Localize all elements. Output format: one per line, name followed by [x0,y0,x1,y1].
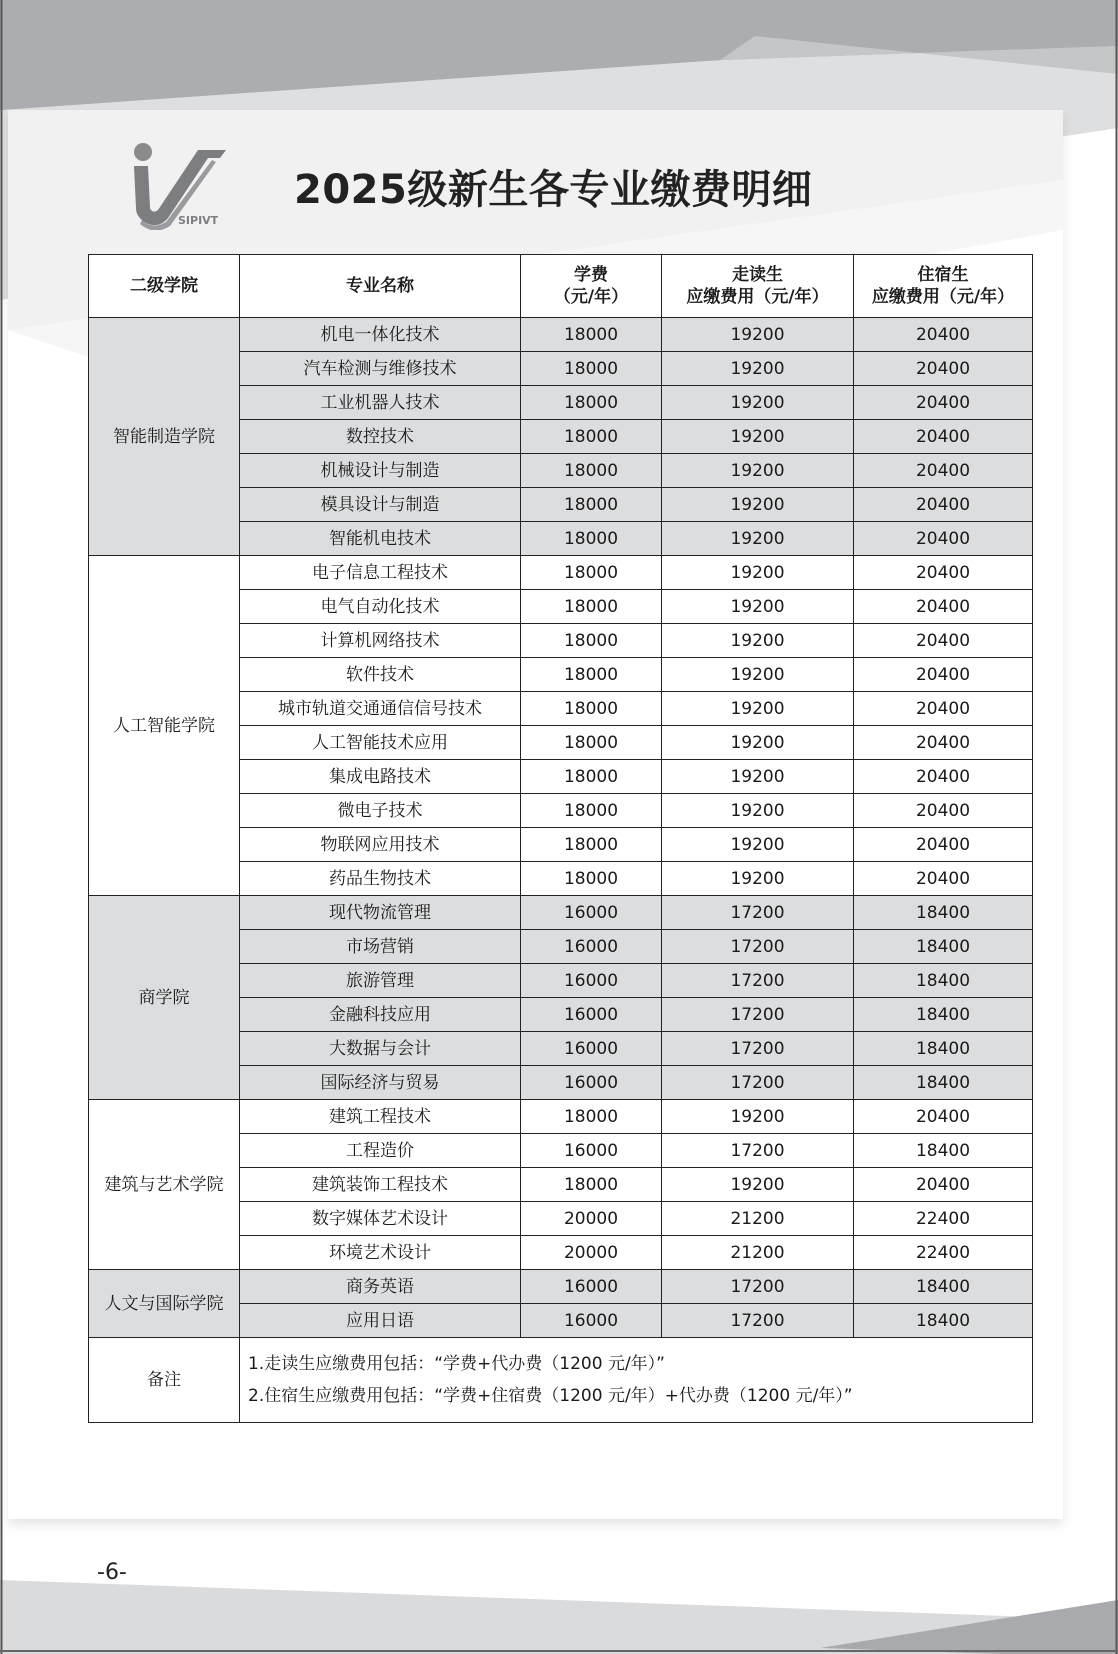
tuition-cell: 18000 [521,658,662,692]
boarding-fee-cell: 22400 [854,1202,1033,1236]
major-cell: 计算机网络技术 [240,624,521,658]
day-student-fee-cell: 19200 [662,352,854,386]
dept-cell: 建筑与艺术学院 [89,1100,240,1270]
tuition-cell: 16000 [521,896,662,930]
day-student-fee-cell: 17200 [662,964,854,998]
header-tuition: 学费 （元/年） [521,255,662,318]
tuition-cell: 18000 [521,488,662,522]
tuition-cell: 18000 [521,386,662,420]
boarding-fee-cell: 20400 [854,828,1033,862]
header-dept: 二级学院 [89,255,240,318]
major-cell: 市场营销 [240,930,521,964]
major-cell: 软件技术 [240,658,521,692]
boarding-fee-cell: 20400 [854,318,1033,352]
tuition-cell: 16000 [521,1066,662,1100]
boarding-fee-cell: 18400 [854,1134,1033,1168]
major-cell: 现代物流管理 [240,896,521,930]
boarding-fee-cell: 22400 [854,1236,1033,1270]
tuition-cell: 16000 [521,1304,662,1338]
day-student-fee-cell: 19200 [662,862,854,896]
day-student-fee-cell: 19200 [662,420,854,454]
tuition-cell: 18000 [521,692,662,726]
dept-cell: 智能制造学院 [89,318,240,556]
day-student-fee-cell: 19200 [662,828,854,862]
svg-text:SIPIVT: SIPIVT [178,214,219,227]
day-student-fee-cell: 19200 [662,794,854,828]
table-row [89,1270,1033,1304]
dept-cell: 人文与国际学院 [89,1270,240,1338]
day-student-fee-cell: 19200 [662,1168,854,1202]
day-student-fee-cell: 17200 [662,1134,854,1168]
day-student-fee-cell: 19200 [662,658,854,692]
boarding-fee-cell: 20400 [854,658,1033,692]
dept-cell: 商学院 [89,896,240,1100]
major-cell: 数字媒体艺术设计 [240,1202,521,1236]
boarding-fee-cell: 20400 [854,454,1033,488]
major-cell: 环境艺术设计 [240,1236,521,1270]
tuition-cell: 18000 [521,794,662,828]
tuition-cell: 18000 [521,828,662,862]
major-cell: 物联网应用技术 [240,828,521,862]
boarding-fee-cell: 20400 [854,1100,1033,1134]
tuition-cell: 18000 [521,420,662,454]
tuition-cell: 18000 [521,556,662,590]
day-student-fee-cell: 17200 [662,1032,854,1066]
page-title: 2025级新生各专业缴费明细 [294,167,813,213]
day-student-fee-cell: 19200 [662,318,854,352]
day-student-fee-cell: 19200 [662,692,854,726]
day-student-fee-cell: 19200 [662,556,854,590]
boarding-fee-cell: 20400 [854,420,1033,454]
major-cell: 城市轨道交通通信信号技术 [240,692,521,726]
major-cell: 旅游管理 [240,964,521,998]
boarding-fee-cell: 20400 [854,590,1033,624]
boarding-fee-cell: 20400 [854,760,1033,794]
major-cell: 应用日语 [240,1304,521,1338]
day-student-fee-cell: 17200 [662,1304,854,1338]
tuition-cell: 18000 [521,318,662,352]
note-line: 2.住宿生应缴费用包括：“学费+住宿费（1200 元/年）+代办费（1200 元/年）” [248,1386,853,1406]
day-student-fee-cell: 19200 [662,522,854,556]
tuition-cell: 18000 [521,624,662,658]
tuition-cell: 18000 [521,522,662,556]
tuition-cell: 16000 [521,1270,662,1304]
tuition-cell: 18000 [521,352,662,386]
day-student-fee-cell: 19200 [662,760,854,794]
boarding-fee-cell: 20400 [854,624,1033,658]
tuition-cell: 18000 [521,454,662,488]
boarding-fee-cell: 18400 [854,1270,1033,1304]
major-cell: 建筑工程技术 [240,1100,521,1134]
major-cell: 工程造价 [240,1134,521,1168]
major-cell: 微电子技术 [240,794,521,828]
boarding-fee-cell: 18400 [854,896,1033,930]
boarding-fee-cell: 20400 [854,862,1033,896]
table-header-row [89,255,1033,318]
day-student-fee-cell: 19200 [662,1100,854,1134]
note-line: 1.走读生应缴费用包括：“学费+代办费（1200 元/年）” [248,1354,665,1374]
tuition-cell: 16000 [521,1134,662,1168]
day-student-fee-cell: 19200 [662,488,854,522]
boarding-fee-cell: 18400 [854,1066,1033,1100]
header-day-student: 走读生 应缴费用（元/年） [662,255,854,318]
day-student-fee-cell: 17200 [662,896,854,930]
major-cell: 机电一体化技术 [240,318,521,352]
boarding-fee-cell: 20400 [854,352,1033,386]
tuition-cell: 18000 [521,726,662,760]
tuition-cell: 18000 [521,760,662,794]
day-student-fee-cell: 17200 [662,1066,854,1100]
notes-row [89,1338,1033,1423]
notes-content [240,1338,1033,1423]
major-cell: 汽车检测与维修技术 [240,352,521,386]
tuition-cell: 16000 [521,964,662,998]
tuition-cell: 16000 [521,930,662,964]
day-student-fee-cell: 21200 [662,1202,854,1236]
boarding-fee-cell: 18400 [854,998,1033,1032]
day-student-fee-cell: 19200 [662,386,854,420]
major-cell: 模具设计与制造 [240,488,521,522]
boarding-fee-cell: 20400 [854,726,1033,760]
day-student-fee-cell: 19200 [662,590,854,624]
major-cell: 集成电路技术 [240,760,521,794]
tuition-cell: 16000 [521,1032,662,1066]
major-cell: 商务英语 [240,1270,521,1304]
sipivt-logo [128,138,228,230]
major-cell: 电子信息工程技术 [240,556,521,590]
day-student-fee-cell: 19200 [662,454,854,488]
tuition-cell: 16000 [521,998,662,1032]
day-student-fee-cell: 19200 [662,726,854,760]
boarding-fee-cell: 20400 [854,692,1033,726]
day-student-fee-cell: 17200 [662,1270,854,1304]
day-student-fee-cell: 19200 [662,624,854,658]
boarding-fee-cell: 20400 [854,386,1033,420]
major-cell: 电气自动化技术 [240,590,521,624]
table-row [89,556,1033,590]
major-cell: 工业机器人技术 [240,386,521,420]
major-cell: 数控技术 [240,420,521,454]
table-row [89,318,1033,352]
tuition-cell: 18000 [521,590,662,624]
boarding-fee-cell: 20400 [854,794,1033,828]
boarding-fee-cell: 18400 [854,1032,1033,1066]
major-cell: 大数据与会计 [240,1032,521,1066]
major-cell: 国际经济与贸易 [240,1066,521,1100]
notes-label: 备注 [89,1338,240,1423]
major-cell: 金融科技应用 [240,998,521,1032]
day-student-fee-cell: 17200 [662,998,854,1032]
major-cell: 智能机电技术 [240,522,521,556]
tuition-cell: 20000 [521,1202,662,1236]
boarding-fee-cell: 20400 [854,556,1033,590]
major-cell: 机械设计与制造 [240,454,521,488]
boarding-fee-cell: 20400 [854,488,1033,522]
fee-table [88,254,1033,1423]
boarding-fee-cell: 18400 [854,964,1033,998]
table-row [89,896,1033,930]
major-cell: 建筑装饰工程技术 [240,1168,521,1202]
table-body [89,318,1033,1338]
tuition-cell: 18000 [521,862,662,896]
boarding-fee-cell: 20400 [854,1168,1033,1202]
table-row [89,1100,1033,1134]
header-major: 专业名称 [240,255,521,318]
day-student-fee-cell: 21200 [662,1236,854,1270]
boarding-fee-cell: 18400 [854,930,1033,964]
header-boarding-student: 住宿生 应缴费用（元/年） [854,255,1033,318]
tuition-cell: 18000 [521,1100,662,1134]
major-cell: 人工智能技术应用 [240,726,521,760]
tuition-cell: 18000 [521,1168,662,1202]
day-student-fee-cell: 17200 [662,930,854,964]
page-number: -6- [97,1560,127,1585]
tuition-cell: 20000 [521,1236,662,1270]
boarding-fee-cell: 20400 [854,522,1033,556]
dept-cell: 人工智能学院 [89,556,240,896]
boarding-fee-cell: 18400 [854,1304,1033,1338]
major-cell: 药品生物技术 [240,862,521,896]
